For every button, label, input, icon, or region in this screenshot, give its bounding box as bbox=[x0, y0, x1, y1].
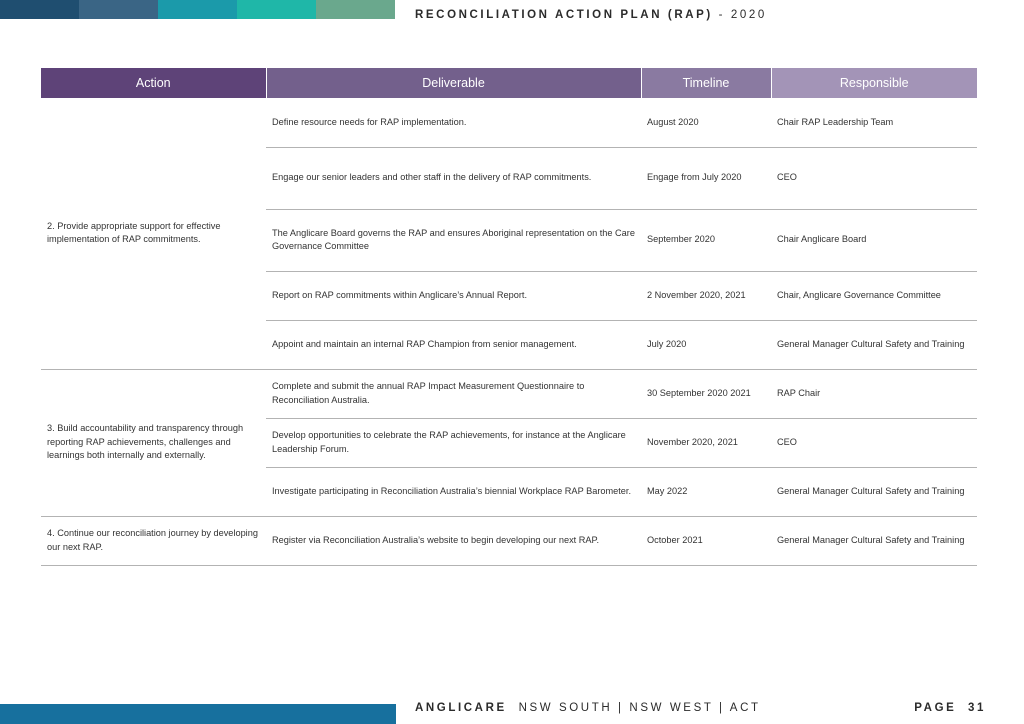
responsible-cell: CEO bbox=[771, 147, 977, 209]
timeline-cell: October 2021 bbox=[641, 516, 771, 565]
timeline-cell: 30 September 2020 2021 bbox=[641, 369, 771, 418]
footer-organization bbox=[415, 702, 761, 714]
top-bar-segment-3 bbox=[158, 0, 237, 19]
column-header-responsible: Responsible bbox=[771, 68, 977, 98]
responsible-cell: RAP Chair bbox=[771, 369, 977, 418]
page-header-title bbox=[415, 9, 767, 21]
top-bar-segment-5 bbox=[316, 0, 395, 19]
page-label: PAGE bbox=[914, 702, 957, 714]
deliverable-cell: Develop opportunities to celebrate the RAP achievements, for instance at the Anglicare Leadership Forum. bbox=[266, 418, 641, 467]
deliverable-cell: The Anglicare Board governs the RAP and ensures Aboriginal representation on the Care Governance Committee bbox=[266, 209, 641, 271]
timeline-cell: September 2020 bbox=[641, 209, 771, 271]
timeline-cell: Engage from July 2020 bbox=[641, 147, 771, 209]
timeline-cell: November 2020, 2021 bbox=[641, 418, 771, 467]
responsible-cell: Chair RAP Leadership Team bbox=[771, 98, 977, 147]
footer-regions: NSW SOUTH | NSW WEST | ACT bbox=[518, 702, 761, 714]
table-row bbox=[41, 98, 977, 147]
column-header-action: Action bbox=[41, 68, 266, 98]
table-row bbox=[41, 369, 977, 418]
table-row bbox=[41, 516, 977, 565]
responsible-cell: CEO bbox=[771, 418, 977, 467]
action-cell: 4. Continue our reconciliation journey by developing our next RAP. bbox=[41, 516, 266, 565]
top-bar-segment-4 bbox=[237, 0, 316, 19]
deliverable-cell: Register via Reconciliation Australia’s website to begin developing our next RAP. bbox=[266, 516, 641, 565]
table-header-row bbox=[41, 68, 977, 98]
responsible-cell: Chair Anglicare Board bbox=[771, 209, 977, 271]
top-bar-segment-1 bbox=[0, 0, 79, 19]
deliverable-cell: Complete and submit the annual RAP Impact Measurement Questionnaire to Reconciliation Australia. bbox=[266, 369, 641, 418]
deliverable-cell: Engage our senior leaders and other staff in the delivery of RAP commitments. bbox=[266, 147, 641, 209]
deliverable-cell: Define resource needs for RAP implementation. bbox=[266, 98, 641, 147]
column-header-deliverable: Deliverable bbox=[266, 68, 641, 98]
deliverable-cell: Investigate participating in Reconciliation Australia’s biennial Workplace RAP Barometer. bbox=[266, 467, 641, 516]
responsible-cell: General Manager Cultural Safety and Training bbox=[771, 467, 977, 516]
top-color-bar bbox=[0, 0, 395, 19]
responsible-cell: Chair, Anglicare Governance Committee bbox=[771, 271, 977, 320]
header-year: 2020 bbox=[730, 9, 767, 21]
deliverable-cell: Report on RAP commitments within Anglicare’s Annual Report. bbox=[266, 271, 641, 320]
top-bar-segment-2 bbox=[79, 0, 158, 19]
rap-table bbox=[41, 68, 977, 566]
footer-page-number bbox=[914, 702, 986, 714]
table-body bbox=[41, 98, 977, 565]
timeline-cell: August 2020 bbox=[641, 98, 771, 147]
header-title-text: RECONCILIATION ACTION PLAN (RAP) bbox=[415, 9, 713, 21]
timeline-cell: 2 November 2020, 2021 bbox=[641, 271, 771, 320]
footer-org-name: ANGLICARE bbox=[415, 702, 507, 714]
deliverable-cell: Appoint and maintain an internal RAP Champion from senior management. bbox=[266, 320, 641, 369]
timeline-cell: July 2020 bbox=[641, 320, 771, 369]
responsible-cell: General Manager Cultural Safety and Training bbox=[771, 320, 977, 369]
footer-color-bar bbox=[0, 704, 396, 724]
page-number: 31 bbox=[968, 702, 986, 714]
header-separator: - bbox=[712, 9, 731, 21]
timeline-cell: May 2022 bbox=[641, 467, 771, 516]
action-cell: 2. Provide appropriate support for effective implementation of RAP commitments. bbox=[41, 98, 266, 369]
column-header-timeline: Timeline bbox=[641, 68, 771, 98]
action-cell: 3. Build accountability and transparency through reporting RAP achievements, challenges and learnings both internally and externally. bbox=[41, 369, 266, 516]
responsible-cell: General Manager Cultural Safety and Training bbox=[771, 516, 977, 565]
